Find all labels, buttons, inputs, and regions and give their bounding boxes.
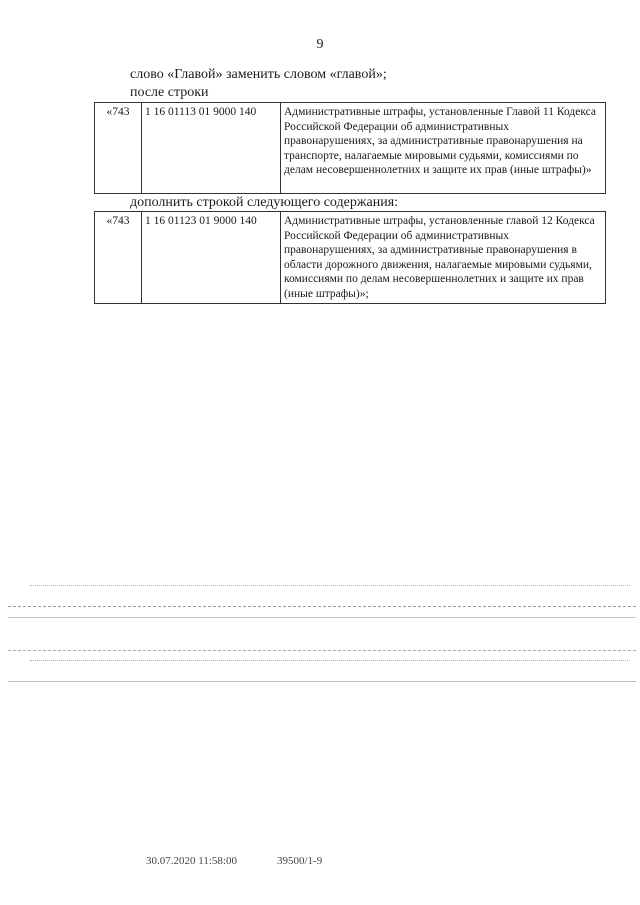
admin-code-cell: «743: [95, 212, 142, 304]
description-cell: Административные штрафы, установленные главой 12 Кодекса Российской Федерации об административных правонарушениях, за административные правонарушения в области дорожного движения, налагаемые мировыми судьями, комиссиями по делам несовершеннолетних и защите их прав (иные штрафы)»;: [281, 212, 606, 304]
new-row-table: [94, 211, 606, 304]
scan-artifact-line: [8, 617, 636, 618]
admin-code-cell: «743: [95, 103, 142, 194]
add-row-label: дополнить строкой следующего содержания:: [130, 195, 399, 210]
kbk-cell: 1 16 01123 01 9000 140: [142, 212, 281, 304]
table-row: [95, 103, 606, 194]
page-number: 9: [316, 37, 324, 52]
after-row-label: после строки: [130, 85, 209, 100]
replace-instruction: слово «Главой» заменить словом «главой»;: [130, 67, 387, 82]
scan-artifact-line: [30, 585, 630, 586]
description-cell: Административные штрафы, установленные Главой 11 Кодекса Российской Федерации об административных правонарушениях, за административные правонарушения на транспорте, налагаемые мировыми судьями, комиссиями по делам несовершеннолетних и защите их прав (иные штрафы)»: [281, 103, 606, 194]
table-row: [95, 212, 606, 304]
footer-datetime: 30.07.2020 11:58:00: [146, 855, 237, 867]
original-row-table: [94, 102, 606, 194]
footer-doc-code: 39500/1-9: [277, 855, 323, 867]
scan-artifact-line: [8, 606, 636, 607]
scan-artifact-line: [30, 660, 630, 661]
scan-artifact-line: [8, 650, 636, 651]
kbk-cell: 1 16 01113 01 9000 140: [142, 103, 281, 194]
scan-artifact-line: [8, 681, 636, 682]
